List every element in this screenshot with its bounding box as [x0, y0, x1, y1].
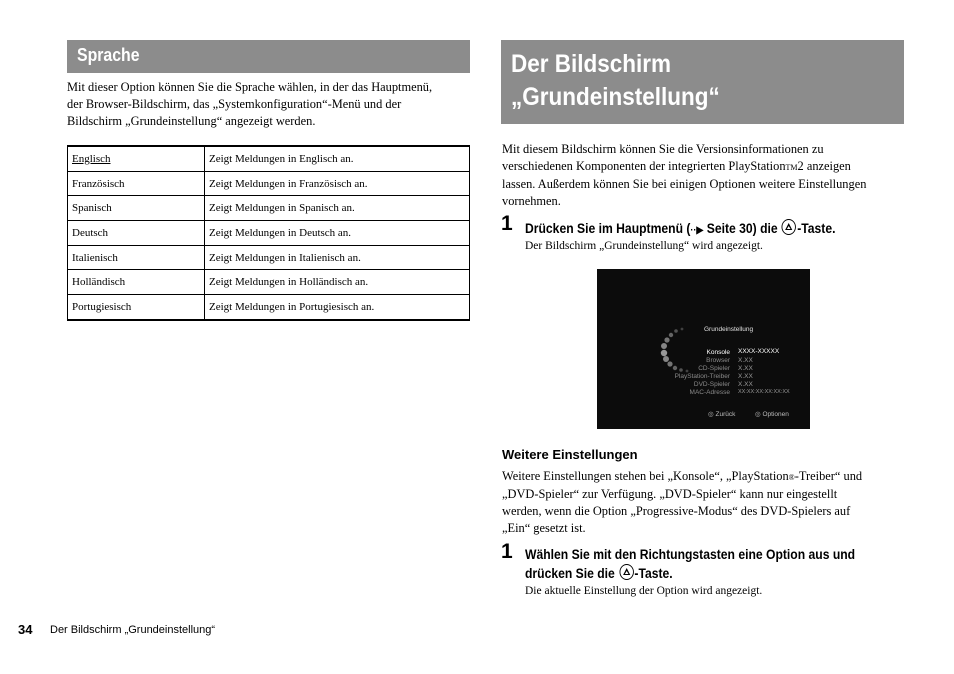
screen-title: Grundeinstellung	[704, 326, 754, 333]
registered-mark: ®	[788, 473, 795, 482]
options-label: Optionen	[762, 411, 789, 418]
screen-label: Browser	[706, 357, 730, 364]
sub-text	[502, 468, 922, 537]
section-title: Sprache	[77, 45, 140, 65]
sprache-intro	[67, 79, 477, 130]
screen-label: PlayStation-Treiber	[674, 373, 730, 380]
language-cell[interactable]: Französisch	[68, 171, 205, 196]
intro-line: Mit dieser Option können Sie die Sprache wählen, in der das Hauptmenü,	[67, 80, 433, 94]
footer-running-title: Der Bildschirm „Grundeinstellung“	[50, 624, 216, 636]
table-row	[68, 196, 470, 221]
table-row	[68, 295, 470, 320]
screen-value: XXXX-XXXXX	[738, 348, 780, 355]
intro-line: der Browser-Bildschirm, das „Systemkonfiguration“-Menü und der	[67, 97, 402, 111]
table-row	[68, 245, 470, 270]
description-cell: Zeigt Meldungen in Französisch an.	[205, 171, 470, 196]
sub-text-part: Weitere Einstellungen stehen bei „Konsole“, „PlayStation	[502, 469, 789, 483]
triangle-button-icon	[619, 564, 633, 580]
step-number: 1	[501, 540, 513, 563]
table-row	[68, 221, 470, 246]
options-button	[755, 410, 789, 418]
triangle-button-icon	[782, 219, 796, 235]
screen-label: DVD-Spieler	[693, 381, 730, 388]
page-number: 34	[18, 622, 33, 637]
step-number: 1	[501, 212, 513, 235]
intro-line: lassen. Außerdem können Sie bei einigen Optionen weitere Einstellungen	[502, 177, 867, 191]
intro-line: Mit diesem Bildschirm können Sie die Versionsinformationen zu	[502, 142, 824, 156]
sub-line: „Ein“ gesetzt ist.	[502, 521, 586, 535]
intro-line	[502, 158, 922, 176]
settings-screen-image	[597, 269, 810, 429]
description-cell: Zeigt Meldungen in Spanisch an.	[205, 196, 470, 221]
step2-heading-line2	[525, 564, 673, 583]
chapter-title-line1: Der Bildschirm	[511, 50, 672, 78]
sub-line: werden, wenn die Option „Progressive-Modus“ des DVD-Spielers auf	[502, 504, 851, 518]
screen-value: X.XX	[738, 357, 753, 364]
back-button	[708, 410, 735, 418]
back-label: Zurück	[715, 411, 736, 418]
screen-value: X.XX	[738, 373, 753, 380]
circle-button-icon: ◎	[708, 411, 714, 418]
screen-value: X.XX	[738, 365, 753, 372]
language-cell[interactable]: Italienisch	[68, 245, 205, 270]
language-cell[interactable]: Portugiesisch	[68, 295, 205, 320]
chapter-title-line2: „Grundeinstellung“	[511, 83, 720, 111]
step-text: Seite 30) die	[703, 221, 782, 236]
intro-line: vornehmen.	[502, 194, 561, 208]
trademark-mark: TM	[785, 163, 798, 172]
screen-value: XX:XX:XX:XX:XX:XX	[738, 389, 790, 395]
language-cell[interactable]: Holländisch	[68, 270, 205, 295]
language-cell[interactable]: Deutsch	[68, 221, 205, 246]
sub-line: „DVD-Spieler“ zur Verfügung. „DVD-Spieler“ kann nur eingestellt	[502, 487, 838, 501]
screen-label: Konsole	[706, 349, 730, 356]
intro-line: Bildschirm „Grundeinstellung“ angezeigt werden.	[67, 114, 316, 128]
sub-text-part: -Treiber“ und	[794, 469, 863, 483]
intro-text: verschiedenen Komponenten der integrierten PlayStation	[502, 159, 786, 173]
section-banner-sprache	[67, 40, 470, 73]
step-text: -Taste.	[634, 566, 673, 581]
step1-note: Der Bildschirm „Grundeinstellung“ wird angezeigt.	[525, 240, 763, 252]
step-text: Drücken Sie im Hauptmenü (	[525, 221, 691, 236]
step-text: drücken Sie die	[525, 566, 619, 581]
screen-label: MAC-Adresse	[689, 389, 730, 396]
page-arrow-icon: ··▶	[690, 225, 704, 236]
chapter-intro	[502, 141, 922, 210]
table-row	[68, 146, 470, 171]
triangle-button-icon: ◎	[755, 411, 761, 418]
table-row	[68, 171, 470, 196]
intro-text: 2 anzeigen	[797, 159, 851, 173]
subheading: Weitere Einstellungen	[502, 447, 638, 462]
step1-heading	[525, 219, 835, 240]
description-cell: Zeigt Meldungen in Portugiesisch an.	[205, 295, 470, 320]
description-cell: Zeigt Meldungen in Englisch an.	[205, 146, 470, 171]
sub-line	[502, 468, 922, 486]
step2-note: Die aktuelle Einstellung der Option wird angezeigt.	[525, 585, 763, 597]
language-cell[interactable]: Englisch	[68, 146, 205, 171]
description-cell: Zeigt Meldungen in Italienisch an.	[205, 245, 470, 270]
table-row	[68, 270, 470, 295]
step-text: -Taste.	[797, 221, 836, 236]
chapter-banner	[501, 40, 904, 124]
description-cell: Zeigt Meldungen in Holländisch an.	[205, 270, 470, 295]
screen-label: CD-Spieler	[698, 365, 730, 372]
step2-heading-line1: Wählen Sie mit den Richtungstasten eine Option aus und	[525, 547, 856, 562]
language-cell[interactable]: Spanisch	[68, 196, 205, 221]
language-table	[67, 145, 470, 321]
screen-value: X.XX	[738, 381, 753, 388]
description-cell: Zeigt Meldungen in Deutsch an.	[205, 221, 470, 246]
